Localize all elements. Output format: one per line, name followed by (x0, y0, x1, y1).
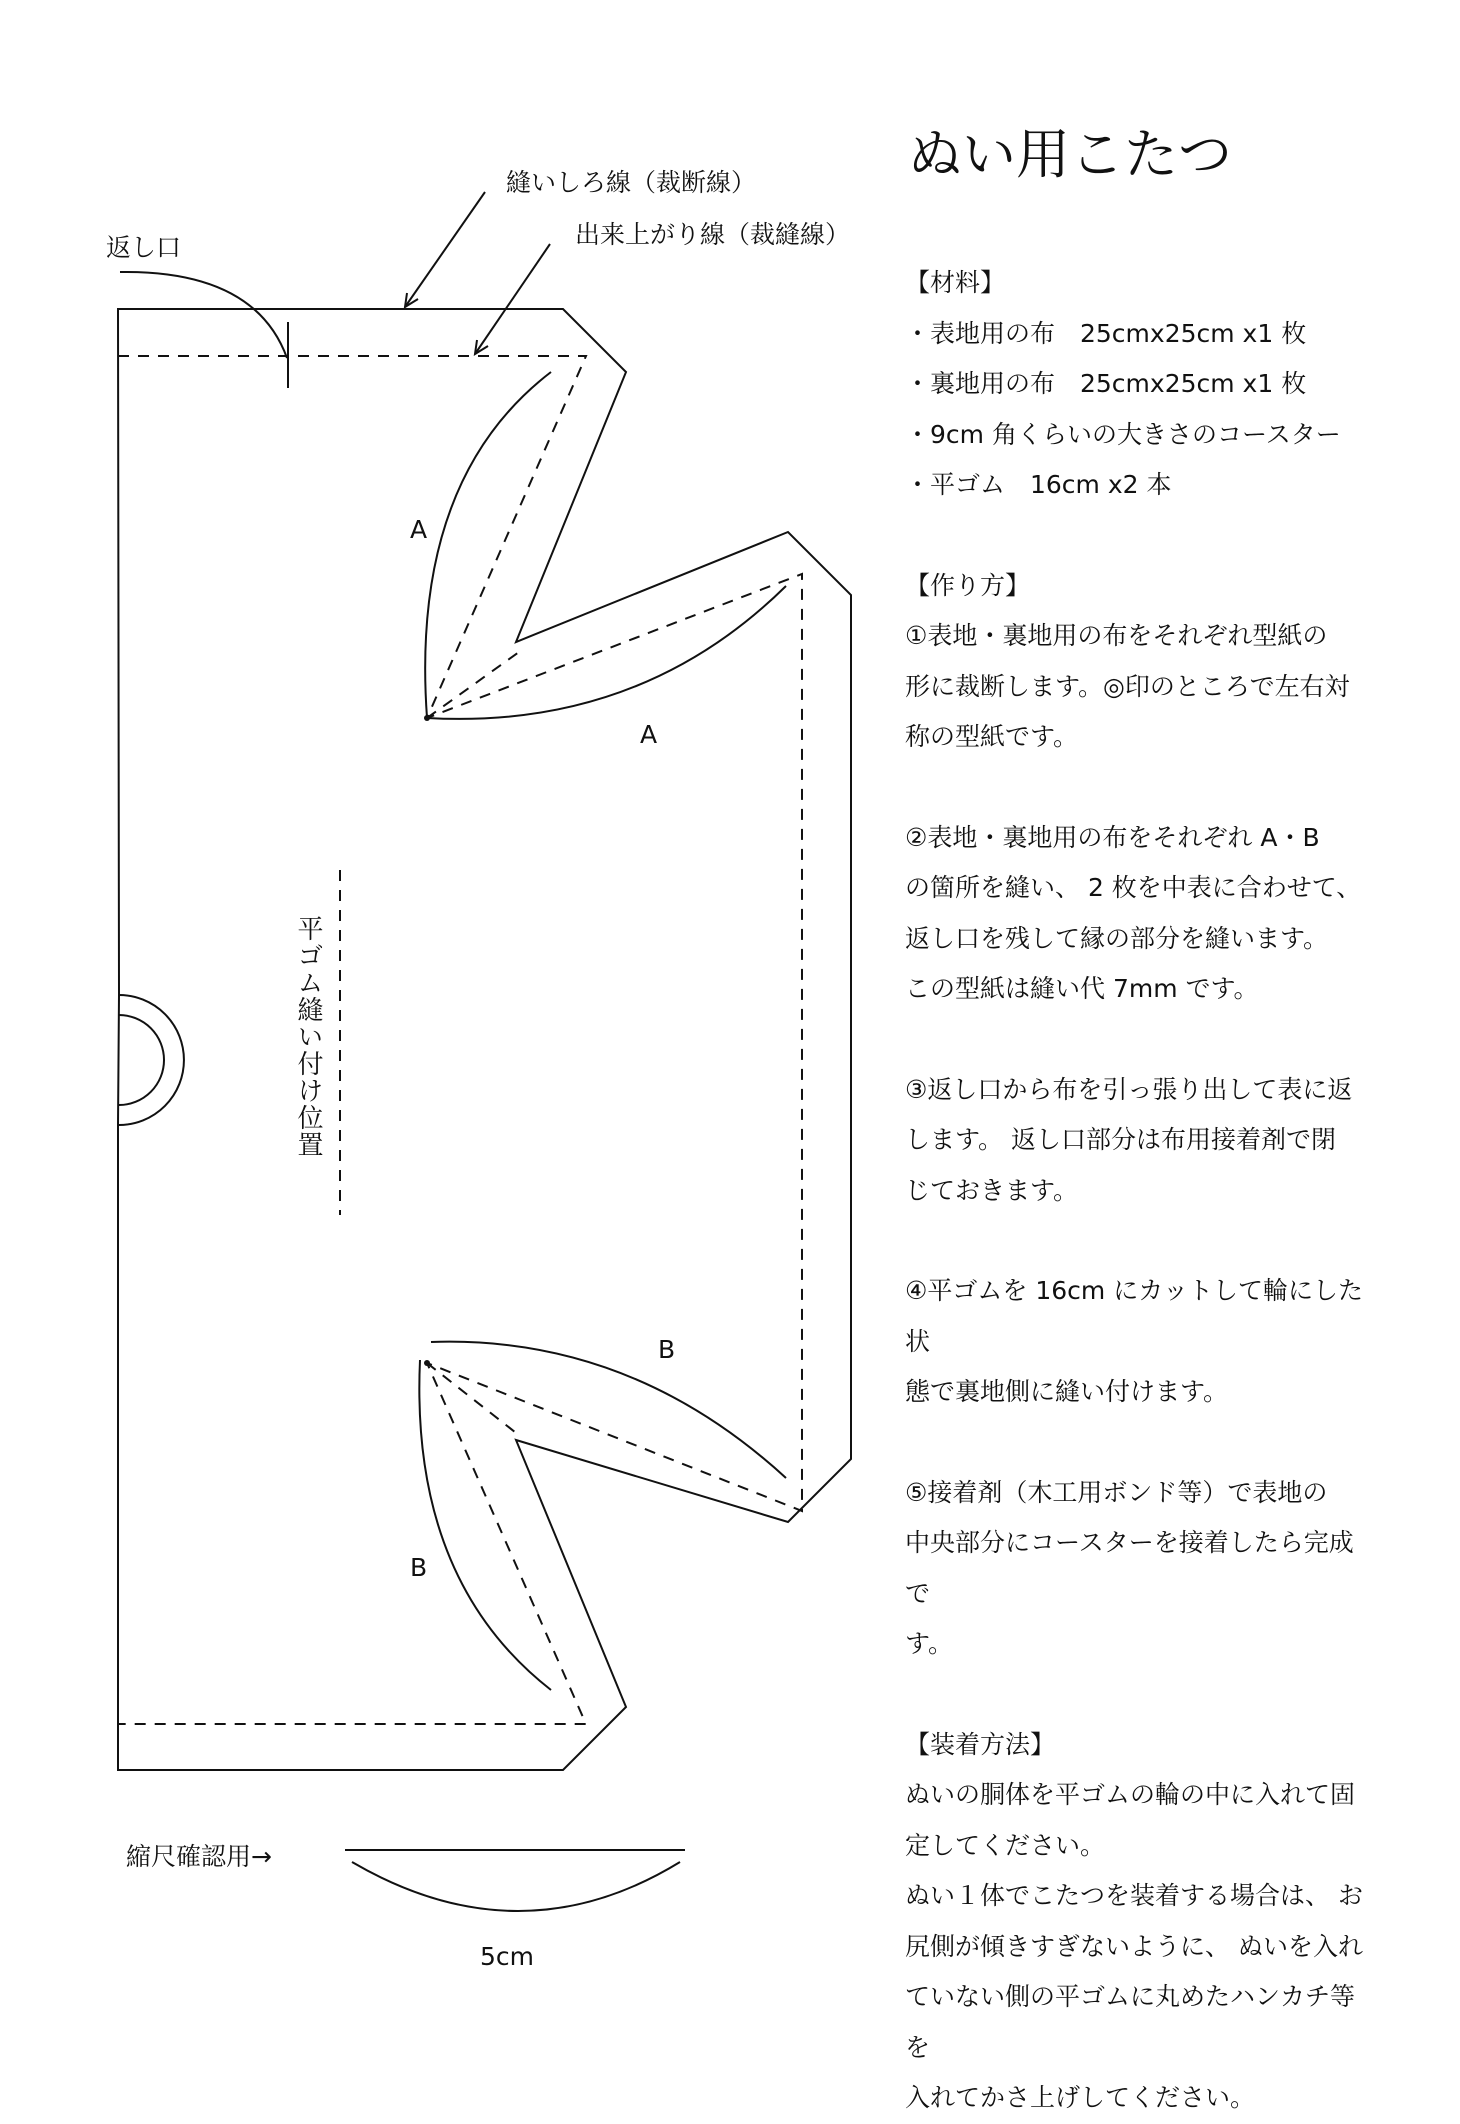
dart-point-b (424, 1360, 430, 1366)
wearing-line: 尻側が傾きすぎないように、 ぬいを入れ (905, 1931, 1363, 1961)
step2-line: の箇所を縫い、 2 枚を中表に合わせて、 (905, 873, 1362, 902)
finished-line-leader (475, 244, 550, 354)
step5-line: ⑤接着剤（木工用ボンド等）で表地の (905, 1477, 1328, 1507)
dart-arc-b-lower (419, 1360, 551, 1690)
dart-arc-a-upper (425, 372, 551, 718)
finished-line-label: 出来上がり線（裁縫線） (575, 220, 851, 249)
wearing-heading: 【装着方法】 (905, 1729, 1056, 1759)
scale-arc (352, 1862, 680, 1911)
page-title: ぬい用こたつ (908, 123, 1232, 186)
dart-point-a (424, 715, 430, 721)
material-item: ・裏地用の布 25cmx25cm x1 枚 (905, 369, 1307, 398)
scale-length-label: 5cm (480, 1942, 535, 1971)
material-item: ・9cm 角くらいの大きさのコースター (905, 419, 1341, 449)
wearing-line: ていない側の平ゴムに丸めたハンカチ等を (905, 1982, 1356, 2062)
dart-label-a-lower: A (640, 720, 658, 749)
step4-line: ④平ゴムを 16cm にカットして輪にした状 (905, 1276, 1363, 1356)
elastic-position-label: 平ゴム縫い付け位置 (293, 915, 323, 1158)
center-mark-inner (119, 1015, 164, 1105)
step2-line: 返し口を残して縁の部分を縫います。 (905, 923, 1329, 953)
dart-label-b-lower: B (410, 1553, 428, 1582)
return-opening-label: 返し口 (106, 233, 182, 262)
step3-line: じておきます。 (905, 1175, 1079, 1205)
wearing-line: ぬい１体でこたつを装着する場合は、 お (905, 1881, 1363, 1910)
dart-arc-b-upper (431, 1342, 786, 1478)
material-item: ・表地用の布 25cmx25cm x1 枚 (905, 318, 1307, 348)
step1-line: 称の型紙です。 (905, 722, 1079, 751)
return-opening-leader (120, 272, 287, 358)
step2-line: この型紙は縫い代 7mm です。 (905, 974, 1259, 1003)
wearing-line: ぬいの胴体を平ゴムの輪の中に入れて固 (905, 1780, 1356, 1809)
seam-allowance-line-label: 縫いしろ線（裁断線） (506, 168, 757, 197)
step1-line: ①表地・裏地用の布をそれぞれ型紙の (905, 621, 1328, 650)
cut-line (118, 309, 851, 1770)
method-heading: 【作り方】 (905, 570, 1031, 600)
materials-heading: 【材料】 (905, 268, 1006, 297)
wearing-line: 入れてかさ上げしてください。 (905, 2083, 1256, 2112)
step1-line: 形に裁断します。◎印のところで左右対 (905, 671, 1350, 701)
material-item: ・平ゴム 16cm x2 本 (905, 470, 1172, 499)
seam-allowance-leader (405, 192, 485, 307)
finished-line (118, 356, 802, 1724)
center-mark-outer (119, 995, 184, 1125)
instructions (905, 258, 1375, 2124)
step3-line: します。 返し口部分は布用接着剤で閉 (905, 1125, 1336, 1154)
step2-line: ②表地・裏地用の布をそれぞれ A・B (905, 822, 1320, 852)
step3-line: ③返し口から布を引っ張り出して表に返 (905, 1074, 1353, 1104)
dart-label-b-upper: B (658, 1335, 676, 1364)
dart-label-a-upper: A (410, 515, 428, 544)
step4-line: 態で裏地側に縫い付けます。 (905, 1377, 1229, 1406)
step5-line: 中央部分にコースターを接着したら完成で (905, 1528, 1354, 1608)
dart-fold-b-lower (427, 1363, 520, 1436)
scale-check-label: 縮尺確認用→ (126, 1842, 272, 1871)
wearing-line: 定してください。 (905, 1830, 1106, 1860)
step5-line: す。 (905, 1629, 954, 1658)
